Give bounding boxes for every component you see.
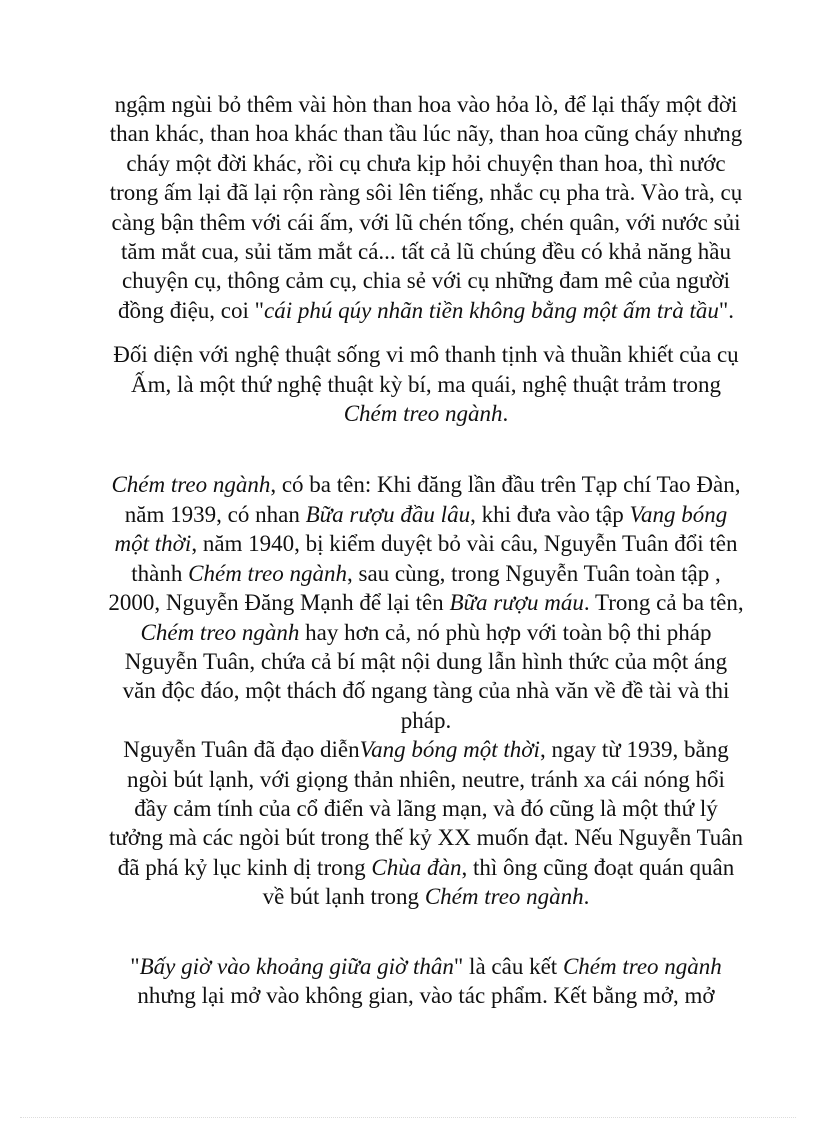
text-run: . — [583, 884, 590, 910]
page-bottom-border — [20, 1117, 796, 1118]
text-run: . — [502, 401, 509, 427]
italic-title: Chém treo ngành — [562, 953, 722, 979]
italic-title: Chùa đàn — [371, 854, 462, 880]
italic-title: Chém treo ngành — [424, 884, 584, 910]
text-run: , khi đưa vào tập — [470, 501, 630, 527]
text-run: , thì ông cũng đoạt quán quân về bút lạnh trong — [262, 854, 735, 910]
text-run: hay hơn cả, nó phù hợp với toàn bộ thi pháp Nguyễn Tuân, chứa cả bí mật nội dung lẫn hình thức của một áng văn độc đáo, một thách đố ngang tàng của nhà văn về đề tài và thi pháp. — [122, 619, 730, 733]
paragraph-three-titles — [108, 470, 744, 735]
italic-quote: cái phú qúy nhãn tiền không bằng một ấm trà tầu — [264, 297, 719, 323]
text-run: Đối diện với nghệ thuật sống vi mô thanh tịnh và thuần khiết của cụ Ấm, là một thứ nghệ thuật kỳ bí, ma quái, nghệ thuật trảm trong — [113, 342, 739, 397]
italic-title: Vang bóng một thời — [359, 737, 540, 763]
paragraph-tea-ritual — [108, 90, 744, 325]
text-run: , có ba tên: Khi đăng lần đầu trên Tạp chí Tao Đàn, năm 1939, có nhan — [124, 472, 741, 527]
document-page — [108, 90, 744, 1010]
italic-title: Bữa rượu máu — [449, 590, 584, 616]
italic-title: Chém treo ngành — [111, 472, 271, 498]
italic-title: Chém treo ngành — [188, 560, 347, 586]
text-run: " là câu kết — [453, 953, 563, 979]
text-run: , sau cùng, trong Nguyễn Tuân toàn tập , 2000, Nguyễn Đăng Mạnh để lại tên — [108, 560, 721, 616]
paragraph-spacer — [108, 325, 744, 340]
paragraph-cold-pen — [108, 735, 744, 911]
italic-title: Chém treo ngành — [343, 401, 503, 427]
text-run: . Trong cả ba tên, — [583, 590, 744, 616]
italic-title: Vang bóng một thời — [114, 501, 728, 557]
paragraph-ending — [108, 952, 744, 1011]
text-run: , năm 1940, bị kiểm duyệt bỏ vài câu, Nguyễn Tuân đổi tên thành — [131, 531, 738, 586]
text-run: , ngay từ 1939, bằng ngòi bút lạnh, với giọng thản nhiên, neutre, tránh xa cái nóng hổi đầy cảm tính của cổ điển và lãng mạn, và đó cũng là một thứ lý tưởng mà các ngòi bút trong thế kỷ XX muốn đạt. Nếu Nguyễn Tuân đã phá kỷ lục kinh dị trong — [108, 737, 744, 880]
paragraph-spacer — [108, 912, 744, 952]
text-run: " — [130, 953, 140, 979]
paragraph-art-of-execution — [108, 340, 744, 428]
italic-quote: Bấy giờ vào khoảng giữa giờ thân — [139, 953, 454, 979]
text-run: Nguyễn Tuân đã đạo diễn — [123, 737, 360, 763]
italic-title: Chém treo ngành — [140, 619, 300, 645]
paragraph-spacer — [108, 428, 744, 470]
italic-title: Bữa rượu đầu lâu — [305, 501, 471, 527]
text-run: ". — [718, 297, 735, 323]
text-run: ngậm ngùi bỏ thêm vài hòn than hoa vào hỏa lò, để lại thấy một đời than khác, than hoa khác than tầu lúc nãy, than hoa cũng cháy nhưng cháy một đời khác, rồi cụ chưa kịp hỏi chuyện than hoa, thì nước trong ấm lại đã lại rộn ràng sôi lên tiếng, nhắc cụ pha trà. Vào trà, cụ càng bận thêm với cái ấm, với lũ chén tống, chén quân, với nước sủi tăm mắt cua, sủi tăm mắt cá... tất cả lũ chúng đều có khả năng hầu chuyện cụ, thông cảm cụ, chia sẻ với cụ những đam mê của người đồng điệu, coi " — [109, 92, 743, 323]
text-run: nhưng lại mở vào không gian, vào tác phẩm. Kết bằng mở, mở — [137, 982, 715, 1008]
